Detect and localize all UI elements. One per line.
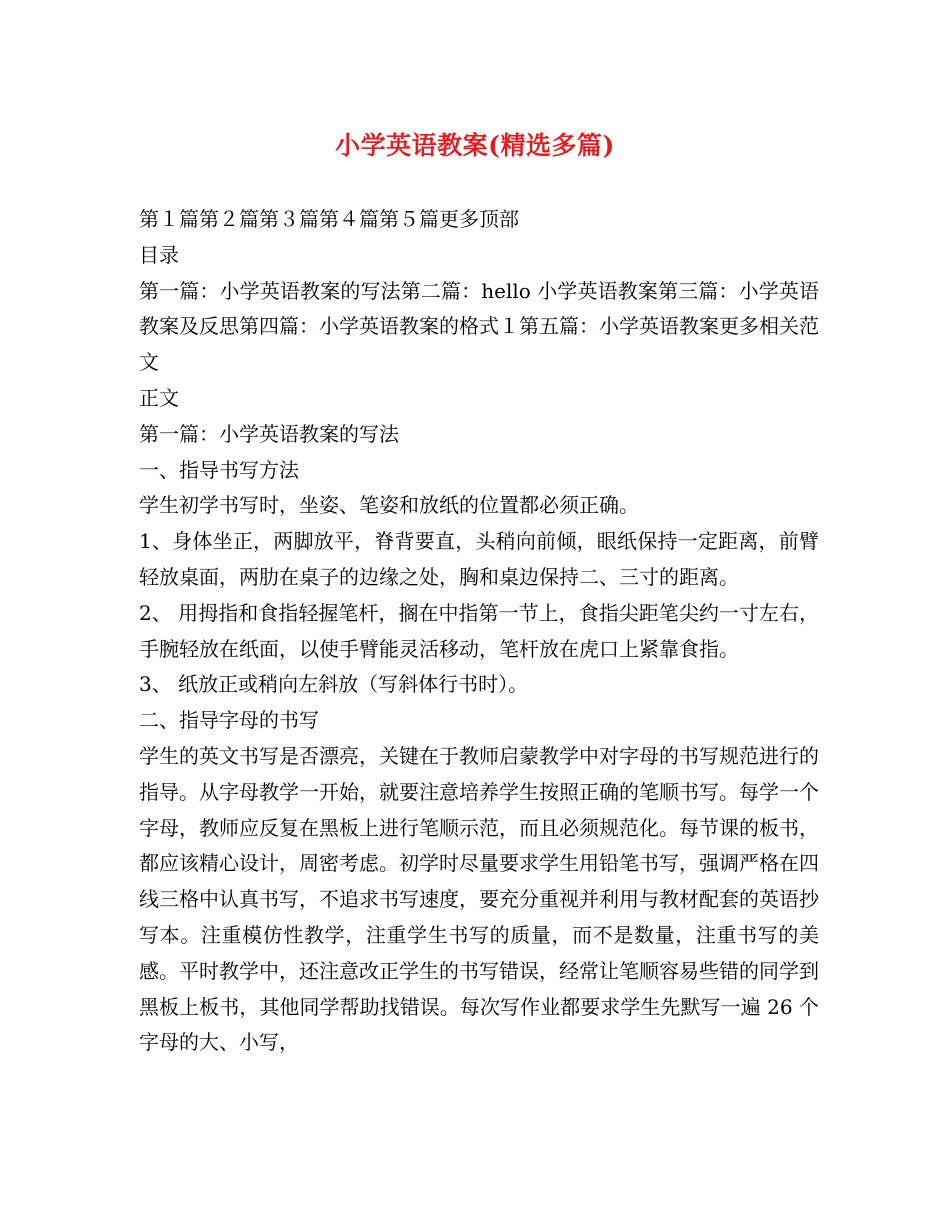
section-title: 第一篇：小学英语教案的写法 [139,421,399,446]
toc-heading: 目录 [139,242,179,267]
subheading-letter-writing: 二、指导字母的书写 [139,708,319,733]
paragraph: 学生初学书写时，坐姿、笔姿和放纸的位置都必须正确。 [139,493,639,518]
list-item: 1、身体坐正，两脚放平，脊背要直，头稍向前倾，眼纸保持一定距离，前臂轻放桌面，两肋在桌子的边缘之处，胸和桌边保持二、三寸的距离。 [139,529,819,589]
toc-list: 第一篇：小学英语教案的写法第二篇：hello 小学英语教案第三篇：小学英语教案及反思第四篇：小学英语教案的格式１第五篇：小学英语教案更多相关范文 [139,278,819,375]
paragraph: 学生的英文书写是否漂亮，关键在于教师启蒙教学中对字母的书写规范进行的指导。从字母教学一开始，就要注意培养学生按照正确的笔顺书写。每学一个字母，教师应反复在黑板上进行笔顺示范，而且必须规范化。每节课的板书，都应该精心设计，周密考虑。初学时尽量要求学生用铅笔书写，强调严格在四线三格中认真书写，不追求书写速度，要充分重视并利用与教材配套的英语抄写本。注重模仿性教学，注重学生书写的质量，而不是数量，注重书写的美感。平时教学中，还注意改正学生的书写错误，经常让笔顺容易些错的同学到黑板上板书，其他同学帮助找错误。每次写作业都要求学生先默写一遍 26 个字母的大、小写， [139,743,819,1055]
body-heading: 正文 [139,385,179,410]
nav-links: 第１篇第２篇第３篇第４篇第５篇更多顶部 [139,207,519,231]
subheading-writing-method: 一、指导书写方法 [139,457,299,482]
document-body [139,202,819,1061]
list-item: 2、 用拇指和食指轻握笔杆，搁在中指第一节上，食指尖距笔尖约一寸左右，手腕轻放在纸面，以使手臂能灵活移动，笔杆放在虎口上紧靠食指。 [139,600,819,661]
list-item: 3、 纸放正或稍向左斜放（写斜体行书时）。 [139,672,529,697]
document-title: 小学英语教案(精选多篇) [335,131,615,160]
